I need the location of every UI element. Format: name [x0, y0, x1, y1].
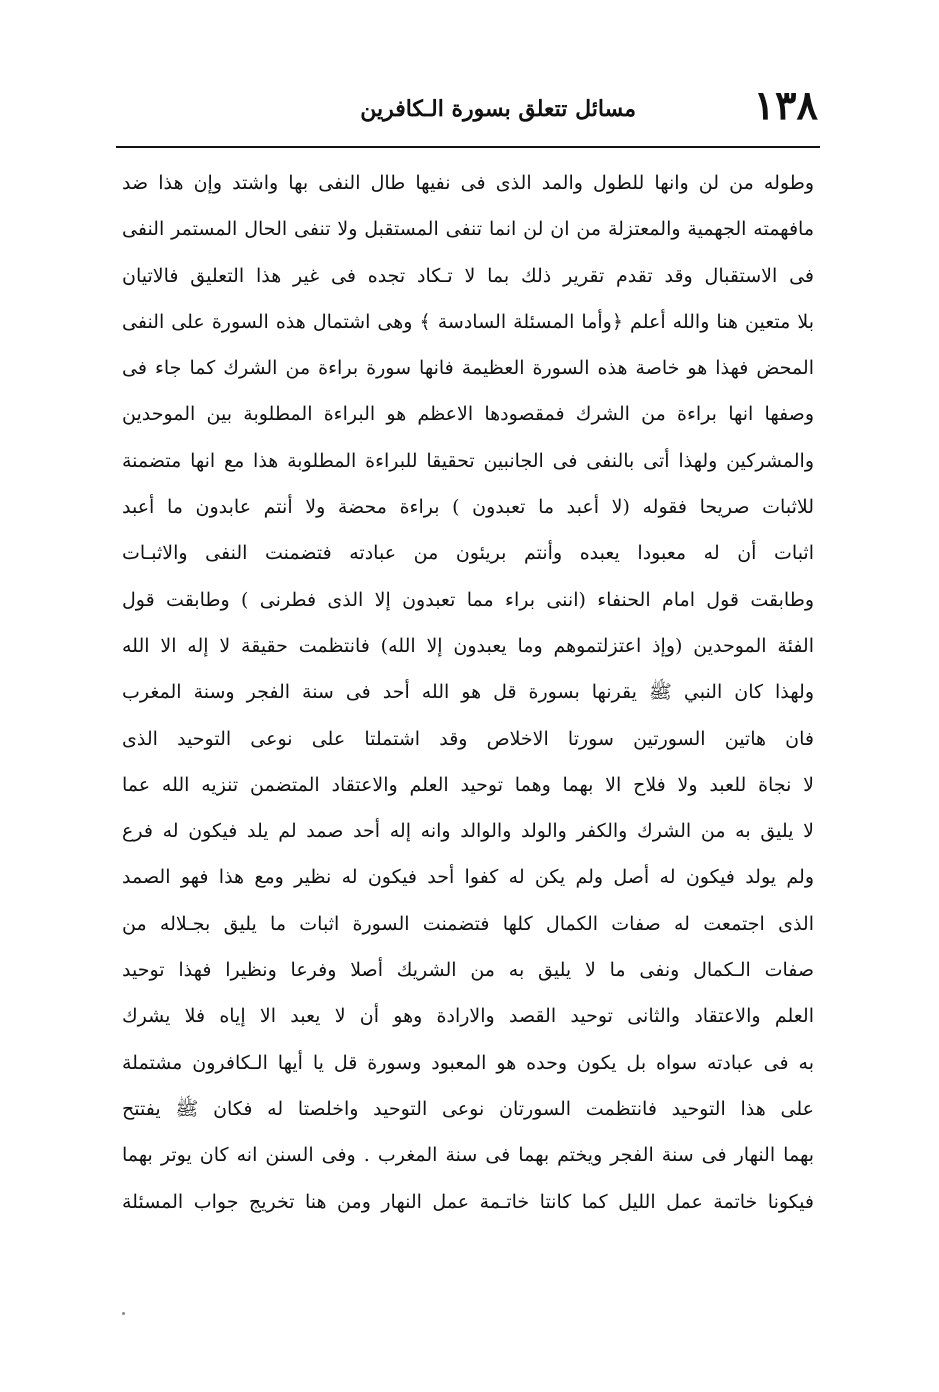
text-line: وصفها انها براءة من الشرك فمقصودها الاعظم هو البراءة المطلوبة بين الموحدين — [122, 403, 814, 426]
text-line: فان هاتين السورتين سورتا الاخلاص وقد اشتملتا على نوعى التوحيد الذى — [122, 727, 814, 750]
body-text — [122, 160, 814, 1225]
text-line: لا يليق به من الشرك والكفر والولد والوالد وانه إله أحد صمد لم يلد فيكون له فرع — [122, 820, 814, 843]
text-line: على هذا التوحيد فانتظمت السورتان نوعى التوحيد واخلصتا له فكان ﷺ يفتتح — [122, 1097, 814, 1120]
text-line: وطوله من لن وانها للطول والمد الذى فى نفيها طال النفى بها واشتد وإن هذا ضد — [122, 172, 814, 194]
text-line: والمشركين ولهذا أتى بالنفى فى الجانبين تحقيقا للبراءة المطلوبة هذا مع انها متضمنة — [122, 449, 814, 472]
page-header — [118, 82, 818, 142]
text-line: اثبات أن له معبودا يعبده وأنتم بريئون من عبادته فتضمنت النفى والاثبـات — [122, 542, 814, 565]
header-rule — [116, 146, 820, 148]
text-line: العلم والاعتقاد والثانى توحيد القصد والارادة وهو أن لا يعبد الا إياه فلا يشرك — [122, 1005, 814, 1028]
text-line: الذى اجتمعت له صفات الكمال كلها فتضمنت السورة اثبات ما يليق بجـلاله من — [122, 912, 814, 935]
text-line: الفئة الموحدين (وإذ اعتزلتموهم وما يعبدون إلا الله) فانتظمت حقيقة لا إله الا الله — [122, 634, 814, 657]
text-line: لا نجاة للعبد ولا فلاح الا بهما وهما توحيد العلم والاعتقاد المتضمن تنزيه الله عما — [122, 773, 814, 796]
text-line: ولم يولد فيكون له أصل ولم يكن له كفوا أحد فيكون له نظير ومع هذا فهو الصمد — [122, 866, 814, 889]
text-line: للاثبات صريحا فقوله (لا أعبد ما تعبدون ) براءة محضة ولا أنتم عابدون ما أعبد — [122, 496, 814, 519]
text-line: بلا متعين هنا والله أعلم ﴿وأما المسئلة السادسة ﴾ وهى اشتمال هذه السورة على النفى — [122, 310, 814, 333]
text-line: به فى عبادته سواه بل يكون وحده هو المعبود وسورة قل يا أيها الـكافرون مشتملة — [122, 1051, 814, 1074]
text-line: ولهذا كان النبي ﷺ يقرنها بسورة قل هو الله أحد فى سنة الفجر وسنة المغرب — [122, 681, 814, 704]
text-line: فى الاستقبال وقد تقدم تقرير ذلك بما لا تـكاد تجده فى غير هذا التعليق فالاتيان — [122, 264, 814, 287]
text-line: فيكونا خاتمة عمل الليل كما كانتا خاتـمة عمل النهار ومن هنا تخريج جواب المسئلة — [122, 1190, 814, 1213]
text-line: مافهمته الجهمية والمعتزلة من ان لن انما تنفى المستقبل ولا تنفى الحال المستمر النفى — [122, 218, 814, 241]
page-speck — [122, 1312, 125, 1315]
text-line: بهما النهار فى سنة الفجر ويختم بهما فى سنة المغرب . وفى السنن انه كان يوتر بهما — [122, 1144, 814, 1167]
text-line: وطابقت قول امام الحنفاء (اننى براء مما تعبدون إلا الذى فطرنى ) وطابقت قول — [122, 588, 814, 611]
page-number: ١٣٨ — [753, 82, 818, 129]
text-line: صفات الـكمال ونفى ما لا يليق به من الشريك أصلا وفرعا ونظيرا فهذا توحيد — [122, 959, 814, 982]
text-line: المحض فهذا هو خاصة هذه السورة العظيمة فانها سورة براءة من الشرك كما جاء فى — [122, 357, 814, 380]
running-title: مسائل تتعلق بسورة الـكافرين — [360, 96, 636, 122]
